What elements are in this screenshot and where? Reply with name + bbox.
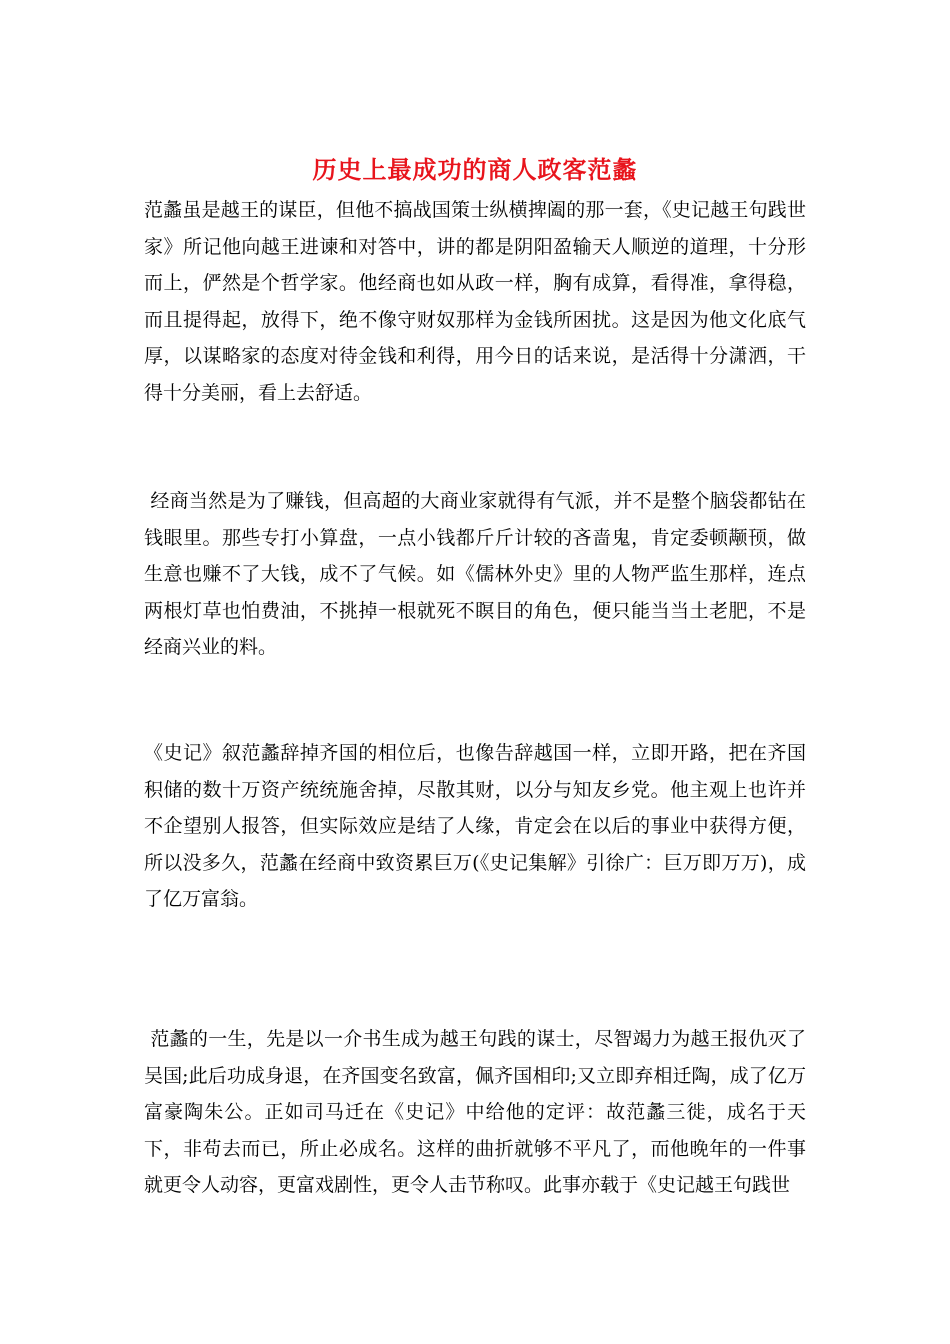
paragraph-1: 范蠡虽是越王的谋臣，但他不搞战国策士纵横捭阖的那一套，《史记越王句践世家》所记他向越王进谏和对答中，讲的都是阴阳盈输天人顺逆的道理，十分形而上，俨然是个哲学家。他经商也如从政一样，胸有成算，看得准，拿得稳，而且提得起，放得下，绝不像守财奴那样为金钱所困扰。这是因为他文化底气厚，以谋略家的态度对待金钱和利得，用今日的话来说，是活得十分潇洒，干得十分美丽，看上去舒适。 xyxy=(144,199,806,404)
paragraph-4: 范蠡的一生，先是以一介书生成为越王句践的谋士，尽智竭力为越王报仇灭了吴国;此后功成身退，在齐国变名致富，佩齐国相印;又立即弃相迁陶，成了亿万富豪陶朱公。正如司马迁在《史记》中给他的定评：故范蠡三徙，成名于天下，非苟去而已，所止必成名。这样的曲折就够不平凡了，而他晚年的一件事就更令人动容，更富戏剧性，更令人击节称叹。此事亦载于《史记越王句践世 xyxy=(144,1028,806,1196)
paragraph-2: 经商当然是为了赚钱，但高超的大商业家就得有气派，并不是整个脑袋都钻在钱眼里。那些专打小算盘，一点小钱都斤斤计较的吝啬鬼，肯定委顿颟顸，做生意也赚不了大钱，成不了气候。如《儒林外史》里的人物严监生那样，连点两根灯草也怕费油，不挑掉一根就死不瞑目的角色，便只能当当土老肥，不是经商兴业的料。 xyxy=(144,490,806,658)
document-title: 历史上最成功的商人政客范蠡 xyxy=(312,155,638,184)
paragraph-3: 《史记》叙范蠡辞掉齐国的相位后，也像告辞越国一样，立即开路，把在齐国积储的数十万资产统统施舍掉，尽散其财，以分与知友乡党。他主观上也许并不企望别人报答，但实际效应是结了人缘，肯定会在以后的事业中获得方便，所以没多久，范蠡在经商中致资累巨万(《史记集解》引徐广：巨万即万万)，成了亿万富翁。 xyxy=(144,742,806,910)
